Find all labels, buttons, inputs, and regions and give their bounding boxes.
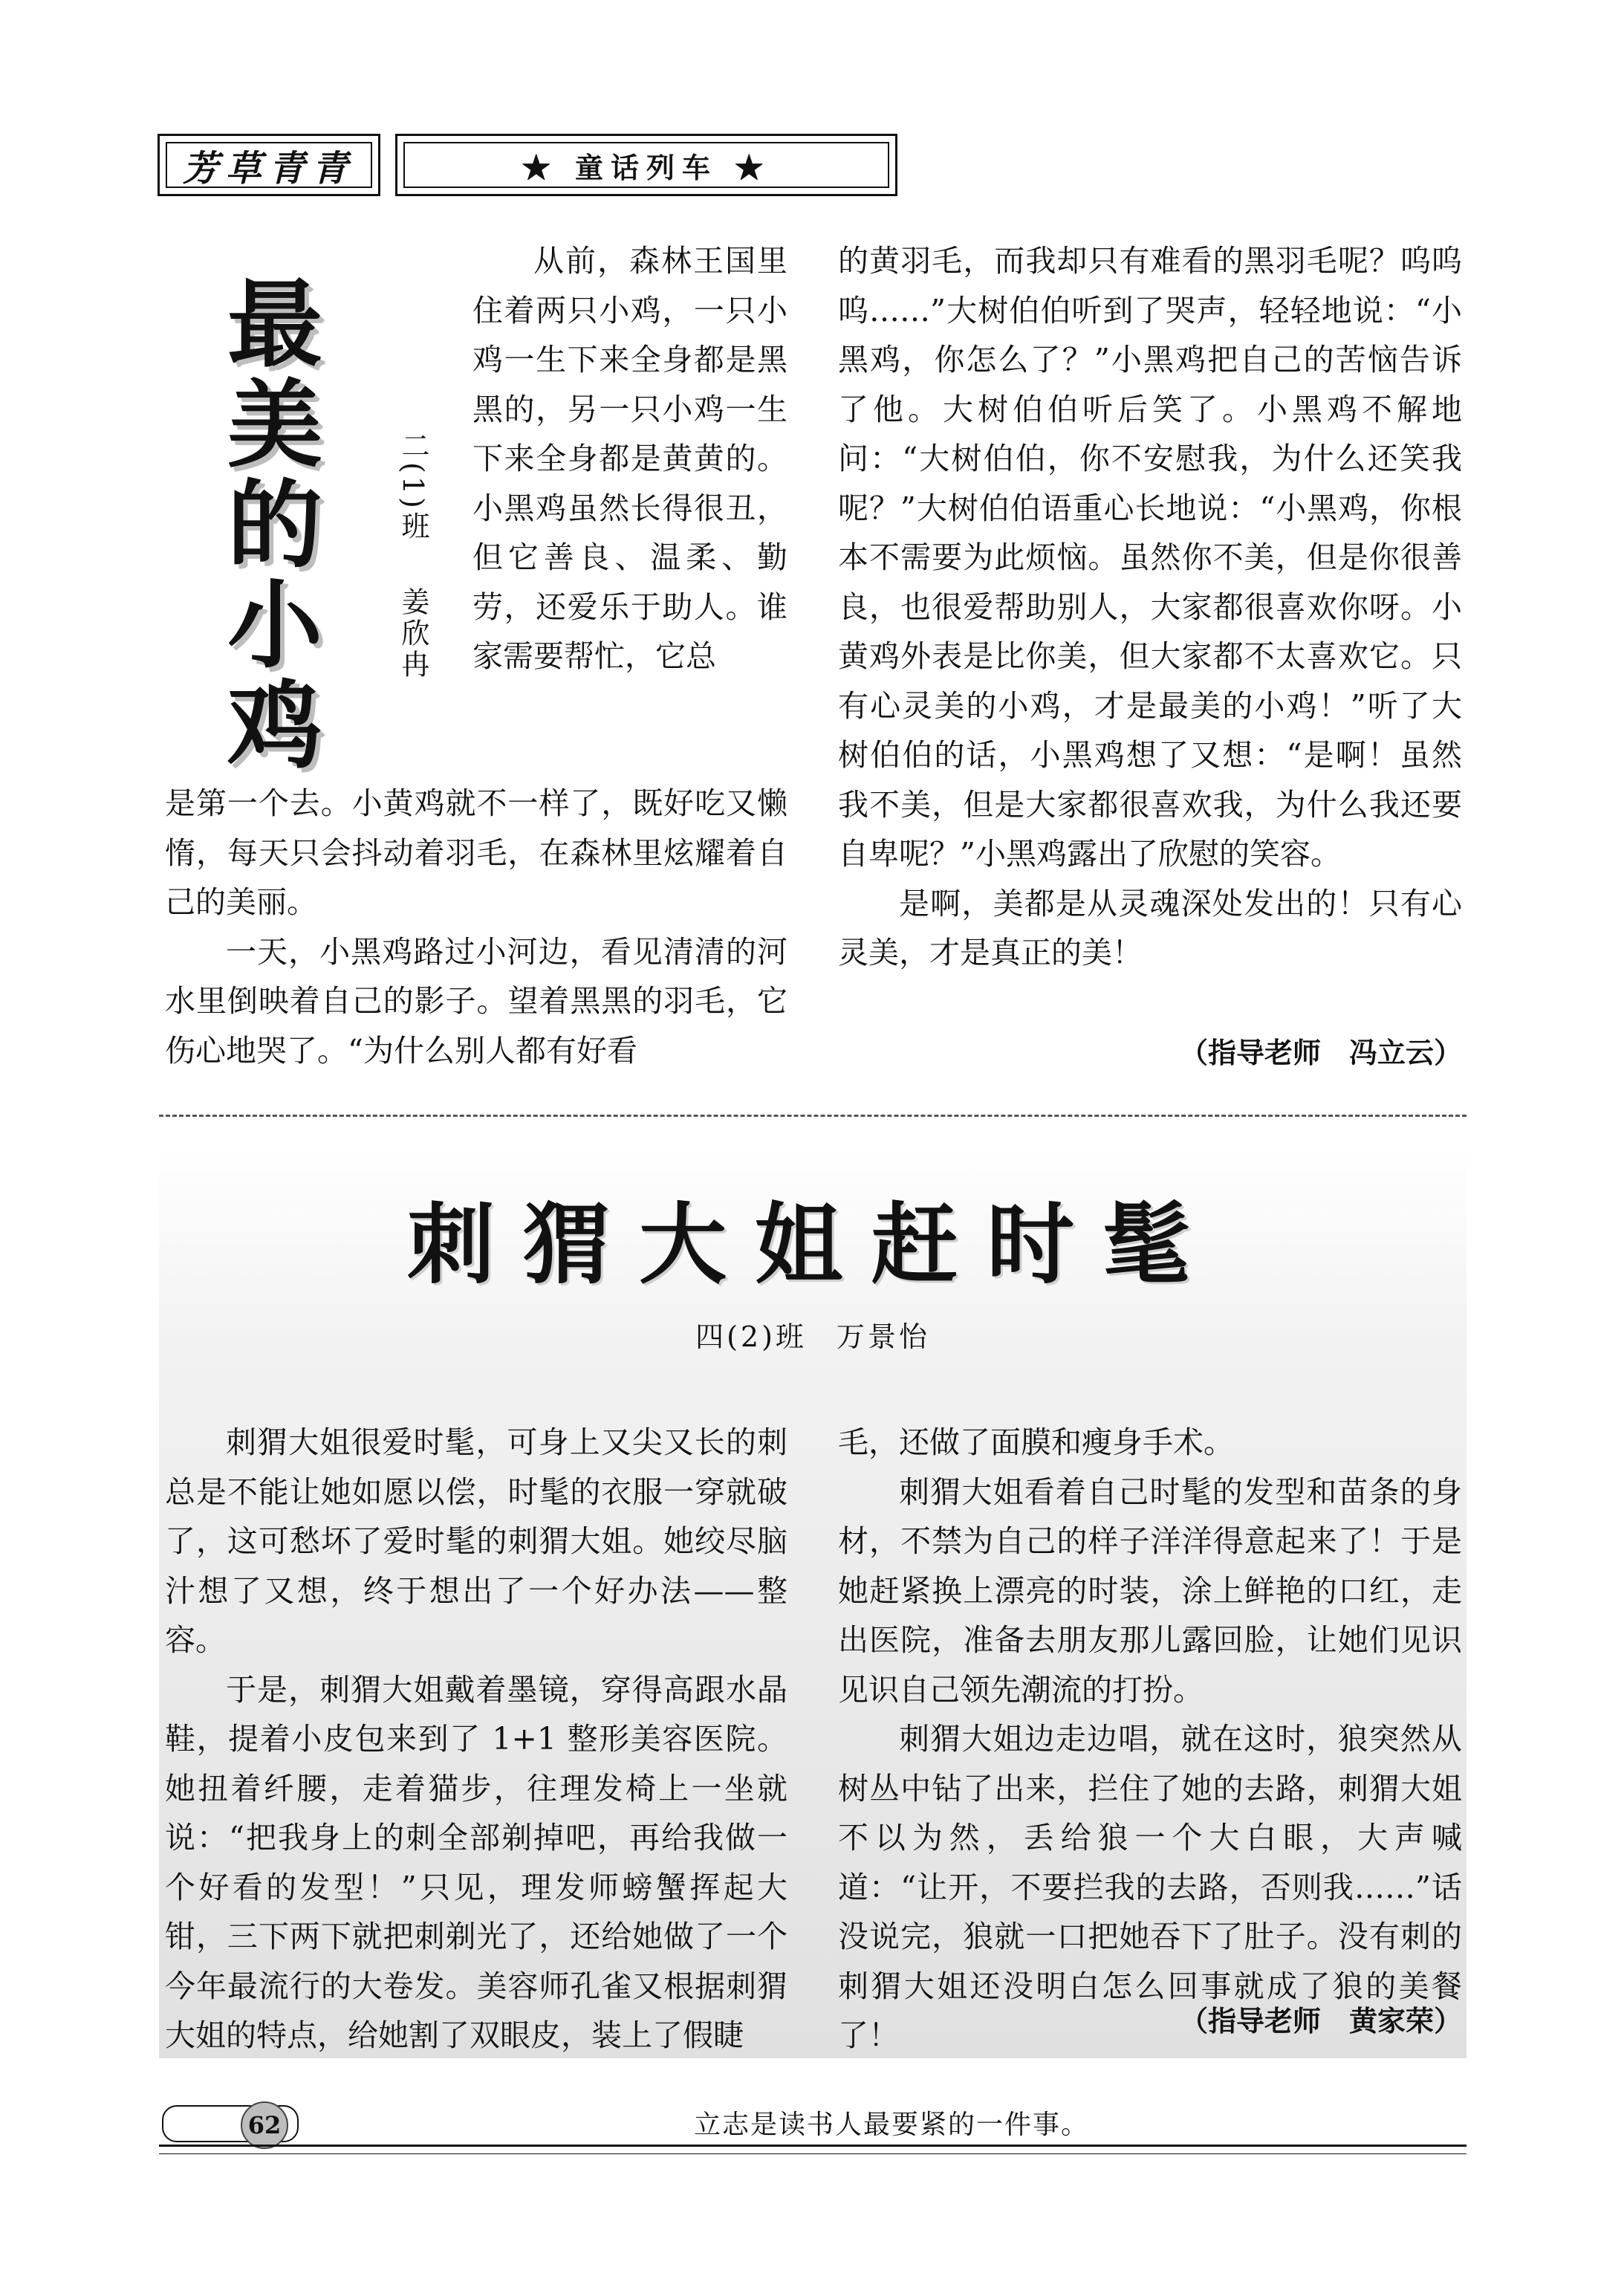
footer-rule-thick — [159, 2145, 1467, 2147]
story2-author — [159, 1314, 1467, 1355]
story1-author — [386, 431, 431, 681]
story1-paragraph: 的黄羽毛，而我却只有难看的黑羽毛呢？呜呜呜……”大树伯伯听到了哭声，轻轻地说：“小黑鸡，你怎么了？”小黑鸡把自己的苦恼告诉了他。大树伯伯听后笑了。小黑鸡不解地问：“大树伯伯，你不安慰我，为什么还笑我呢？”大树伯伯语重心长地说：“小黑鸡，你根本不需要为此烦恼。虽然你不美，但是你很善良，也很爱帮助别人，大家都很喜欢你呀。小黄鸡外表是比你美，但大家都不太喜欢它。只有心灵美的小鸡，才是最美的小鸡！”听了大树伯伯的话，小黑鸡想了又想：“是啊！虽然我不美，但是大家都很喜欢我，为什么我还要自卑呢？”小黑鸡露出了欣慰的笑容。 — [838, 243, 1462, 872]
column-header-box — [157, 134, 380, 196]
column-name: 芳草青青 — [166, 142, 372, 188]
story2-paragraph: 于是，刺猬大姐戴着墨镜，穿得高跟水晶鞋，提着小皮包来到了 1+1 整形美容医院。她扭着纤腰，走着猫步，往理发椅上一坐就说：“把我身上的刺全部剃掉吧，再给我做一个好看的发型！”只见，理发师螃蟹挥起大钳，三下两下就把刺剃光了，还给她做了一个今年最流行的大卷发。美容师孔雀又根据刺猬大姐的特点，给她割了双眼皮，装上了假睫 — [165, 1671, 787, 2053]
section-header-box — [395, 134, 897, 196]
footer-motto: 立志是读书人最要紧的一件事。 — [693, 2110, 1089, 2140]
story2-author-class: 四(2)班 — [695, 1320, 807, 1353]
story2-column-right — [838, 1418, 1462, 2061]
story2-paragraph: 毛，还做了面膜和瘦身手术。 — [838, 1424, 1234, 1460]
story1-paragraph: 是第一个去。小黄鸡就不一样了，既好吃又懒惰，每天只会抖动着羽毛，在森林里炫耀着自己的美丽。 — [165, 785, 787, 920]
dashed-divider — [159, 1115, 1467, 1117]
story1-title-char: 鸡 — [227, 670, 322, 782]
story1-paragraph: 是啊，美都是从灵魂深处发出的！只有心灵美，才是真正的美！ — [838, 885, 1462, 970]
story2-title: 刺猬大姐赶时髦 — [406, 1193, 1218, 1296]
story1-title-char: 最 — [227, 269, 322, 380]
footer-rule-thin — [159, 2153, 1467, 2154]
story1-author-name: 姜欣冉 — [397, 586, 429, 681]
story1-column-right — [838, 236, 1462, 978]
story1-author-class: 二(1)班 — [397, 431, 429, 542]
story2-teacher-credit: （指导老师 黄家荣） — [1179, 2005, 1462, 2038]
story1-column-left — [165, 779, 787, 1075]
story2-column-left — [165, 1418, 787, 2061]
story2-paragraph: 刺猬大姐边走边唱，就在这时，狼突然从树丛中钻了出来，拦住了她的去路，刺猬大姐不以为然，丢给狼一个大白眼，大声喊道：“让开，不要拦我的去路，否则我……”话没说完，狼就一口把她吞下了肚子。没有刺的刺猬大姐还没明白怎么回事就成了狼的美餐了！ — [838, 1721, 1462, 2053]
story1-title-char: 小 — [227, 570, 322, 681]
story1-paragraph: 从前，森林王国里住着两只小鸡，一只小鸡一生下来全身都是黑黑的，另一只小鸡一生下来全身都是黄黄的。小黑鸡虽然长得很丑，但它善良、温柔、勤劳，还爱乐于助人。谁家需要帮忙，它总 — [472, 243, 787, 674]
story1-title-char: 美 — [227, 369, 322, 481]
story1-teacher-credit: （指导老师 冯立云） — [1179, 1037, 1462, 1069]
story2-author-name: 万景怡 — [836, 1320, 930, 1353]
section-name: ★ 童话列车 ★ — [403, 142, 889, 188]
page-number: 62 — [241, 2101, 288, 2149]
story1-title — [223, 269, 327, 782]
story1-paragraph: 一天，小黑鸡路过小河边，看见清清的河水里倒映着自己的影子。望着黑黑的羽毛，它伤心地哭了。“为什么别人都有好看 — [165, 933, 787, 1069]
story2-paragraph: 刺猬大姐看着自己时髦的发型和苗条的身材，不禁为自己的样子洋洋得意起来了！于是她赶紧换上漂亮的时装，涂上鲜艳的口红，走出医院，准备去朋友那儿露回脸，让她们见识见识自己领先潮流的打扮。 — [838, 1474, 1462, 1708]
story1-title-char: 的 — [227, 470, 322, 581]
story2-paragraph: 刺猬大姐很爱时髦，可身上又尖又长的刺总是不能让她如愿以偿，时髦的衣服一穿就破了，这可愁坏了爱时髦的刺猬大姐。她绞尽脑汁想了又想，终于想出了一个好办法——整容。 — [165, 1424, 787, 1658]
